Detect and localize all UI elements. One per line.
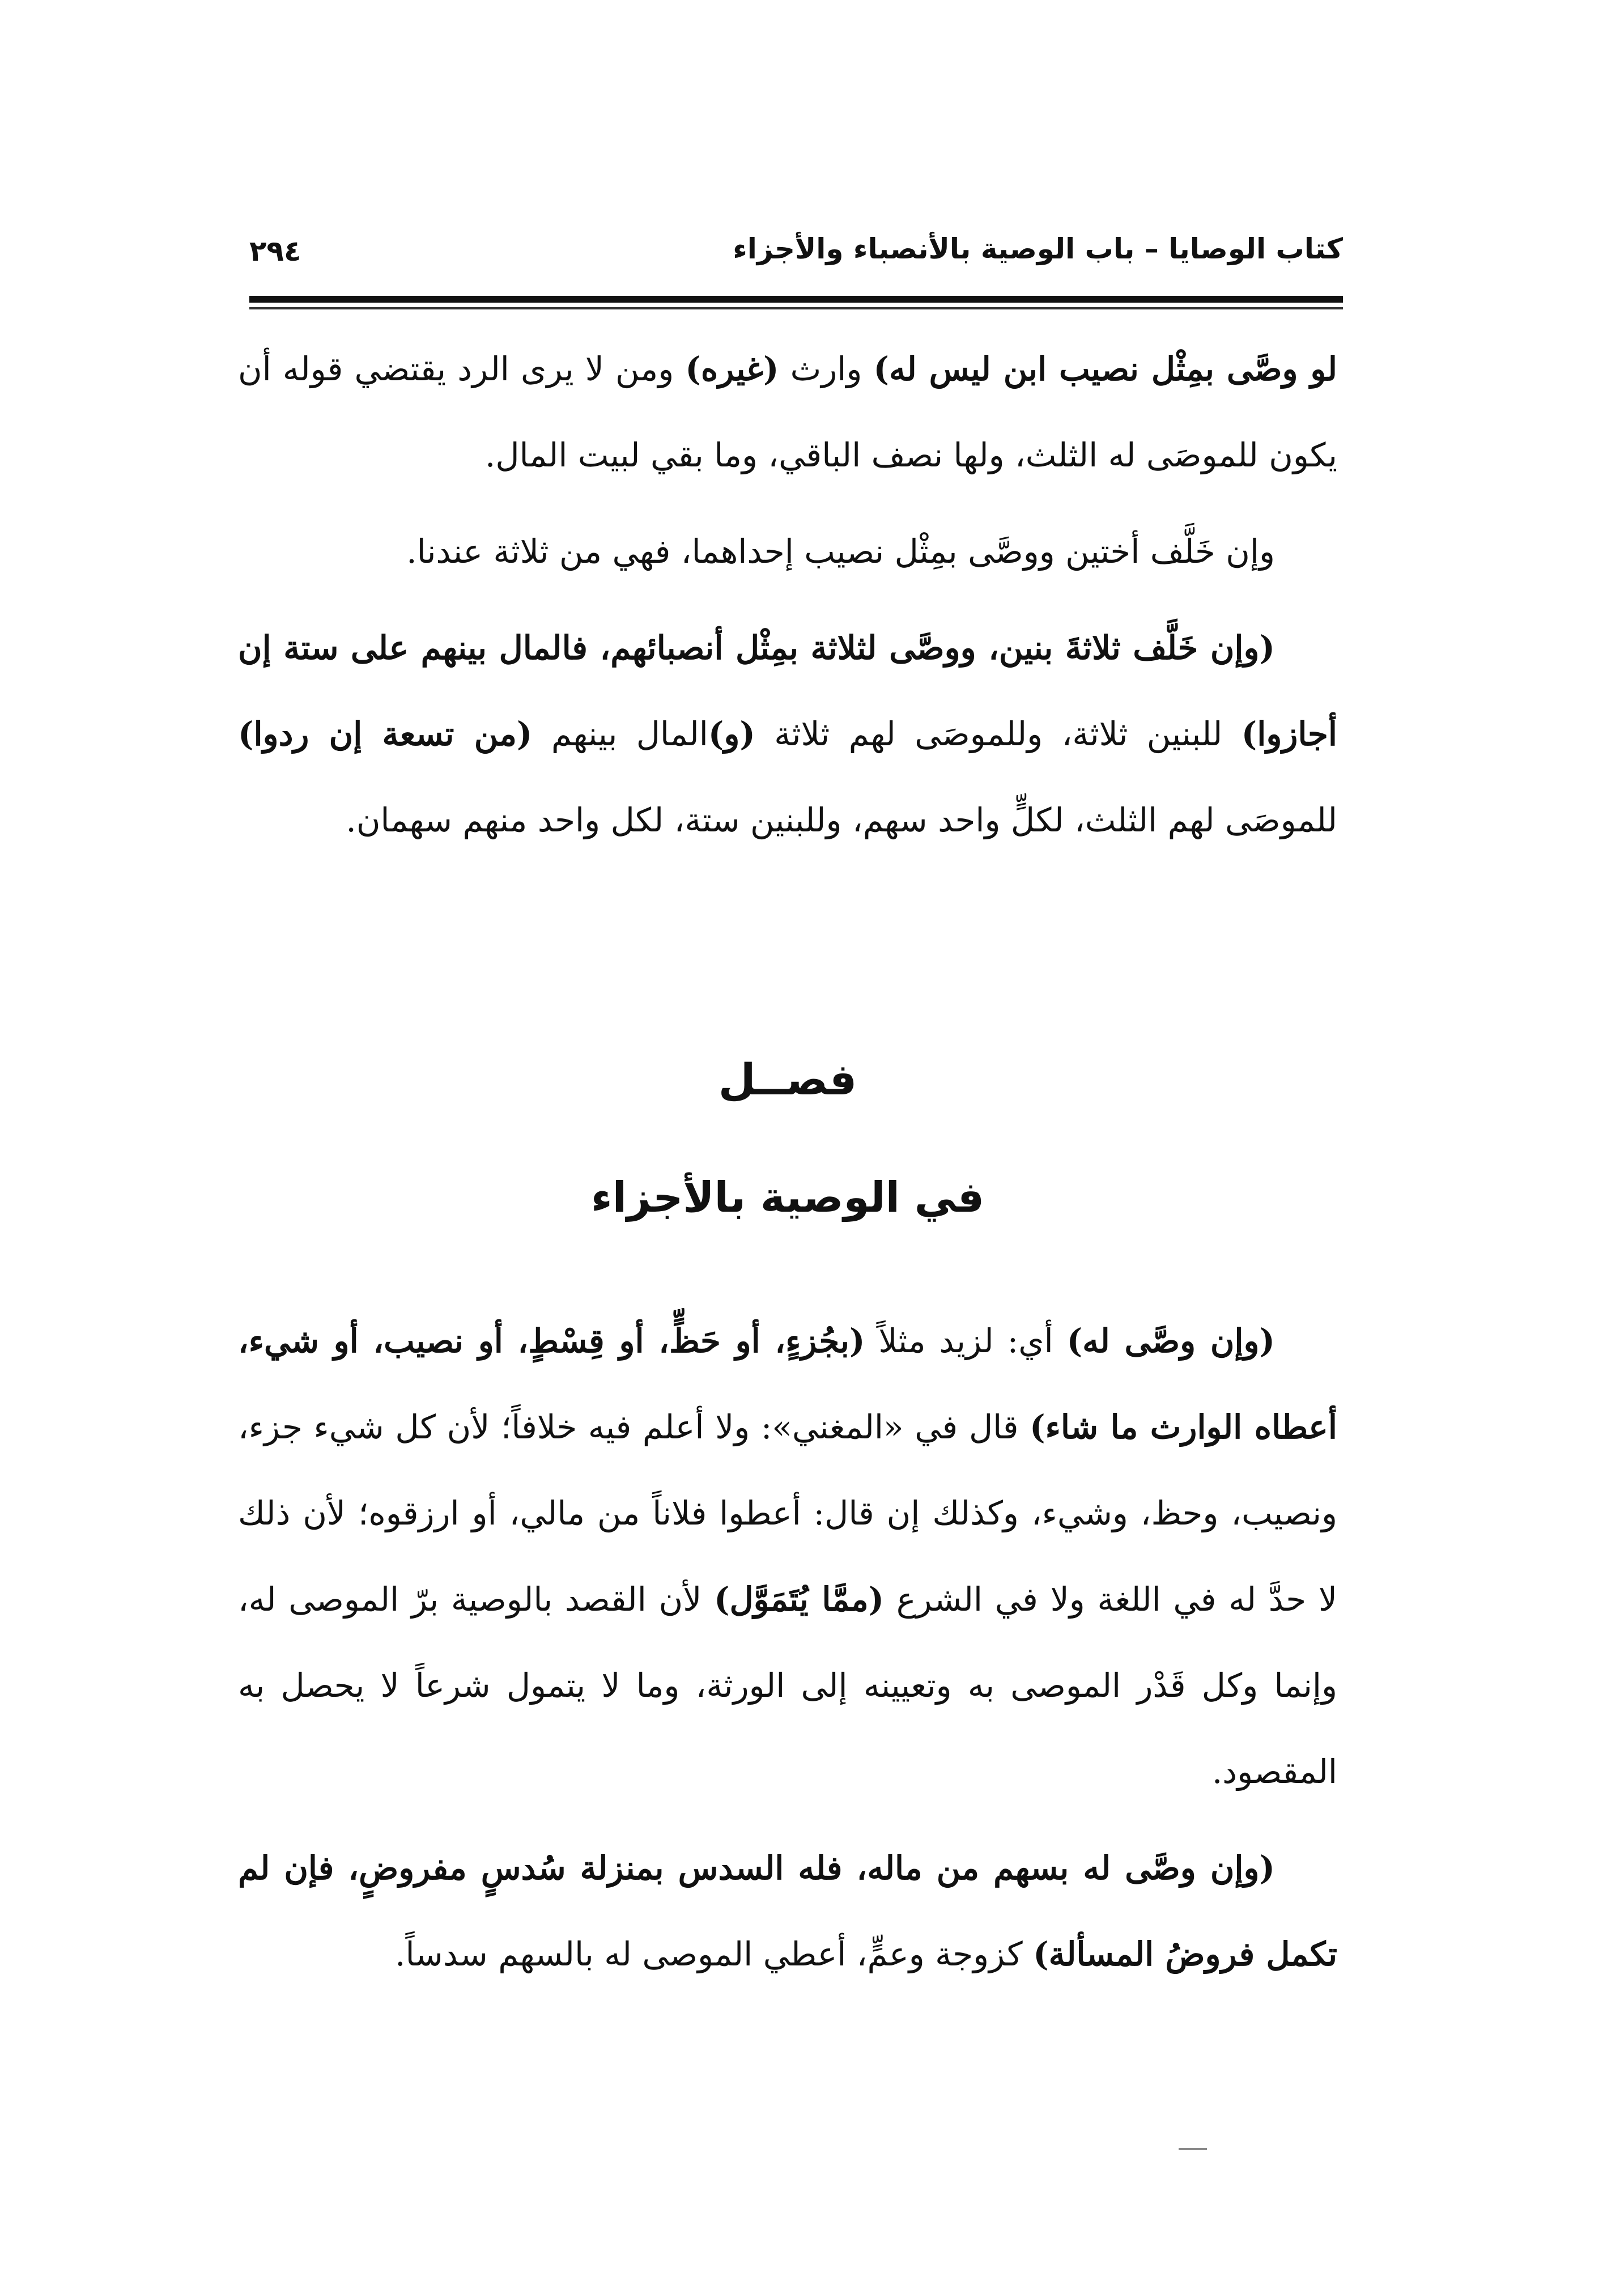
sharh-text: ومن لا يرى الرد يقتضي قوله أن يكون للموصَى له الثلث، ولها نصف الباقي، وما بقي لبيت المال. [238, 350, 1337, 474]
sharh-text: للبنين ثلاثة، وللموصَى لهم ثلاثة [755, 715, 1242, 753]
text-block-bottom [238, 1298, 1337, 2007]
matn-text: (وإن خَلَّف ثلاثةَ بنين، ووصَّى لثلاثة بمِثْل أنصبائهم، فالمال بينهم على ستة إن أجازوا) [238, 629, 1338, 753]
sharh-text: المال بينهم [532, 715, 708, 753]
paragraph [238, 508, 1337, 595]
matn-text: (ممَّا يُتَمَوَّل) [714, 1580, 885, 1619]
matn-text: (وإن وصَّى له) [1066, 1322, 1275, 1360]
sharh-text: أي: لزيد مثلاً [865, 1322, 1067, 1360]
scan-mark [1179, 2148, 1207, 2150]
page-header [249, 227, 1343, 272]
sharh-text: لأن القصد بالوصية برّ الموصى له، وإنما وكل قَدْر الموصى به وتعيينه إلى الورثة، وما لا يتمول شرعاً لا يحصل به المقصود. [238, 1580, 1337, 1791]
paragraph [238, 605, 1337, 863]
paragraph [238, 326, 1337, 498]
running-title: كتاب الوصايا – باب الوصية بالأنصباء والأجزاء [733, 232, 1343, 265]
matn-text: (وإن وصَّى له بسهم من ماله، فله السدس بمنزلة سُدسٍ مفروضٍ، فإن لم تكمل فروضُ المسألة) [238, 1849, 1337, 1973]
matn-text: (و) [708, 715, 755, 753]
matn-text: (بجُزءٍ، أو حَظٍّ، أو قِسْطٍ، أو نصيب، أو شيء، أعطاه الوارث ما شاء) [238, 1322, 1337, 1446]
sharh-text: كزوجة وعمٍّ، أعطي الموصى له بالسهم سدساً. [395, 1935, 1034, 1973]
paragraph [238, 1298, 1337, 1815]
sharh-text: للموصَى لهم الثلث، لكلٍّ واحد سهم، وللبنين ستة، لكل واحد منهم سهمان. [346, 801, 1337, 839]
header-rule-thin [249, 307, 1343, 309]
section-heading: فصــل [718, 1054, 857, 1105]
sharh-text: قال في «المغني»: ولا أعلم فيه خلافاً؛ لأن كل شيء جزء، ونصيب، وحظ، وشيء، وكذلك إن قال: أعطوا فلاناً من مالي، أو ارزقوه؛ لأن ذلك لا حدَّ له في اللغة ولا في الشرع [238, 1408, 1337, 1619]
matn-text: (من تسعة إن ردوا) [238, 715, 533, 753]
section-subheading: في الوصية بالأجزاء [590, 1173, 985, 1222]
sharh-text: وارث [779, 350, 874, 388]
matn-text: لو وصَّى بمِثْل نصيب ابن ليس له) [873, 350, 1338, 388]
paragraph [238, 1825, 1337, 1997]
sharh-text: وإن خَلَّف أختين ووصَّى بمِثْل نصيب إحداهما، فهي من ثلاثة عندنا. [406, 532, 1275, 571]
text-block-top [238, 326, 1337, 873]
header-rule-thick [249, 296, 1343, 303]
matn-text: (غيره) [685, 350, 779, 388]
page-number: ٢٩٤ [249, 235, 301, 267]
